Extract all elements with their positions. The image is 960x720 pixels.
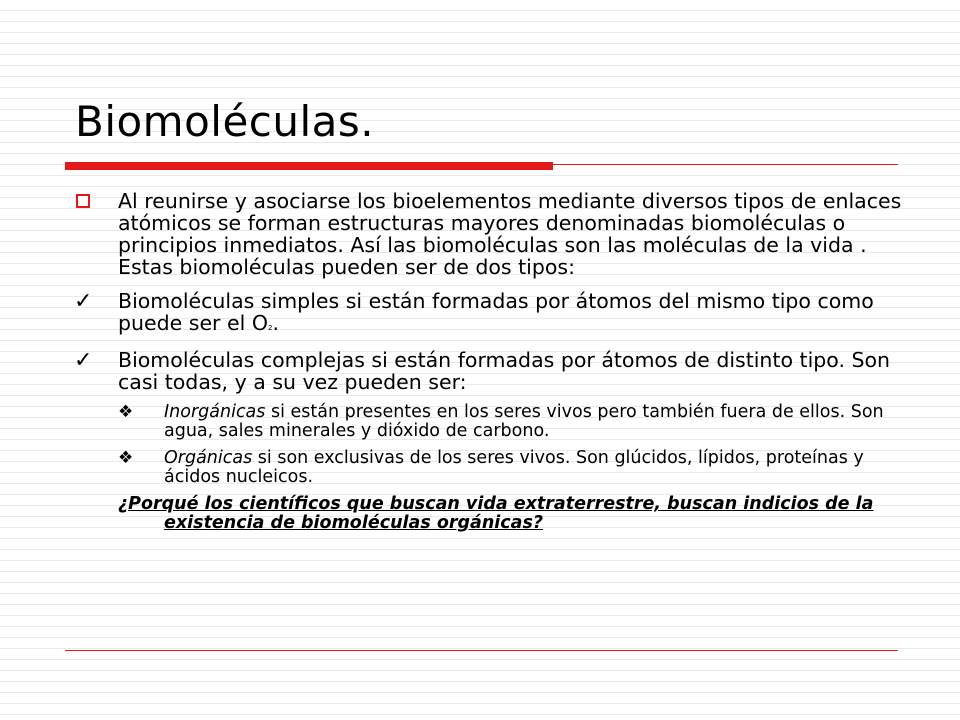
diamond-bullet-icon: ❖ (118, 402, 134, 422)
intro-bullet (72, 190, 912, 278)
simple-subscript: 2 (267, 324, 273, 332)
title-underline-line (553, 164, 898, 165)
complex-bullet (72, 349, 912, 393)
slide-title: Biomoléculas. (75, 97, 375, 146)
checkmark-icon: ✓ (74, 289, 93, 314)
inorganic-bullet (118, 403, 912, 441)
organic-bullet (118, 449, 912, 487)
checkmark-icon: ✓ (74, 348, 93, 373)
inorganic-text: si están presentes en los seres vivos pero también fuera de ellos. Son agua, sales minerales y dióxido de carbono. (164, 402, 884, 441)
simple-end: . (272, 311, 279, 335)
simple-bullet (72, 290, 912, 339)
diamond-bullet-icon: ❖ (118, 448, 134, 468)
simple-text: Biomoléculas simples si están formadas por átomos del mismo tipo como puede ser el O (118, 289, 874, 335)
organic-term: Orgánicas (164, 448, 253, 468)
inorganic-term: Inorgánicas (164, 402, 266, 422)
title-underline-bar (65, 162, 553, 170)
intro-text: Al reunirse y asociarse los bioelementos mediante diversos tipos de enlaces atómicos se forman estructuras mayores denominadas biomoléculas o principios inmediatos. Así las biomoléculas son las moléculas de la vida . Estas biomoléculas pueden ser de dos tipos: (118, 189, 902, 279)
bottom-rule (65, 650, 898, 651)
slide-body (72, 190, 912, 533)
question-text: ¿Porqué los científicos que buscan vida extraterrestre, buscan indicios de la existencia de biomoléculas orgánicas? (118, 494, 874, 533)
complex-text: Biomoléculas complejas si están formadas por átomos de distinto tipo. Son casi todas, y a su vez pueden ser: (118, 348, 891, 394)
organic-text: si son exclusivas de los seres vivos. Son glúcidos, lípidos, proteínas y ácidos nucleicos. (164, 448, 864, 487)
